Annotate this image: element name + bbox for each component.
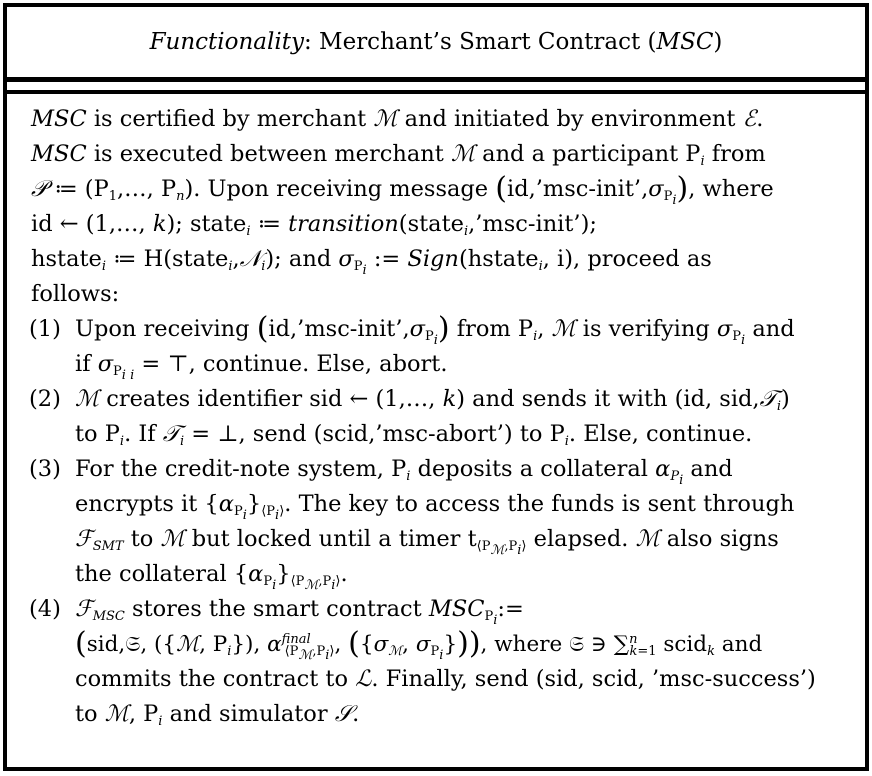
step-4 — [31, 592, 851, 732]
intro-line: 𝒫 ≔ ($P_1,\dots$, $P_n$). Upon receiving message $(id,’msc-init’,\sigma_{P_i})$, where — [31, 171, 774, 208]
title-suffix: ) — [713, 29, 723, 55]
step-line: ℳ creates identifier sid ← (1,…, k) and sends it with (id, sid,𝒯$_i$) — [75, 386, 790, 414]
step-line: commits the contract to ℒ. Finally, send (sid, scid, ’msc-success’) — [75, 666, 816, 692]
step-line: the collateral $\{\alpha_{P_i}\}_{⟨P_ℳ,P_i⟩}$. — [75, 561, 348, 593]
step-number: (1) — [29, 316, 61, 342]
step-line: For the credit-note system, $P_i$ deposits a collateral $\alpha_{P_i}$ and — [75, 456, 733, 488]
step-3 — [31, 452, 851, 592]
step-line: ℱ$_{SMT}$ to ℳ but locked until a timer $t_{⟨P_ℳ,P_i⟩}$ elapsed. ℳ also signs — [75, 526, 779, 558]
step-line: Upon receiving $(id,’msc-init’,\sigma_{P_i})$ from $P_i$, ℳ is verifying $\sigma_{P_i}$ and — [75, 311, 795, 348]
step-line: to $P_i$. If 𝒯$_i$ = ⊥, send (scid,’msc-abort’) to $P_i$. Else, continue. — [75, 421, 753, 449]
intro-line: MSC is executed between merchant ℳ and a participant $P_i$ from — [31, 141, 766, 169]
functionality-box — [3, 3, 869, 771]
step-line: encrypts it $\{\alpha_{P_i}\}_{⟨P_i⟩}$. The key to access the funds is sent through — [75, 491, 795, 523]
step-number: (4) — [29, 596, 61, 622]
title-prefix: Functionality — [149, 29, 304, 55]
intro-line: hstate$_i$ ≔ H(state$_i$,𝒩$_i$); and $\sigma_{P_i}$ := Sign(hstate$_i$, i), proceed as — [31, 246, 712, 278]
step-line: (sid,𝔖, ({ℳ, $P_i$}), $\alpha^{final}_{⟨P_ℳ,P_i⟩}$, ({$\sigma_ℳ$, $\sigma_{P_i}$})), where 𝔖 ∋ ∑$^n_{k=1}$ scid$_k$ and — [75, 626, 763, 663]
step-2 — [31, 382, 851, 452]
title-text: : Merchant’s Smart Contract ( — [303, 29, 657, 55]
step-number: (3) — [29, 456, 61, 482]
step-1 — [31, 312, 851, 382]
step-line: to ℳ, $P_i$ and simulator 𝒮. — [75, 701, 360, 729]
title-abbr: MSC — [656, 29, 714, 55]
intro-line: MSC is certified by merchant ℳ and initiated by environment ℰ. — [31, 106, 764, 132]
step-line: ℱ$_{MSC}$ stores the smart contract $MSC_{P_i}:=$ — [75, 596, 524, 628]
intro-line: follows: — [31, 281, 120, 307]
step-line: if $\sigma_{P_{i i}}$ = ⊤, continue. Else, abort. — [75, 351, 448, 383]
box-body — [7, 94, 865, 732]
header-gap — [7, 82, 865, 94]
intro-line: id ← (1,…, k); state$_i$ ≔ transition(state$_i$,’msc-init’); — [31, 211, 597, 239]
box-title — [7, 7, 865, 82]
step-number: (2) — [29, 386, 61, 412]
